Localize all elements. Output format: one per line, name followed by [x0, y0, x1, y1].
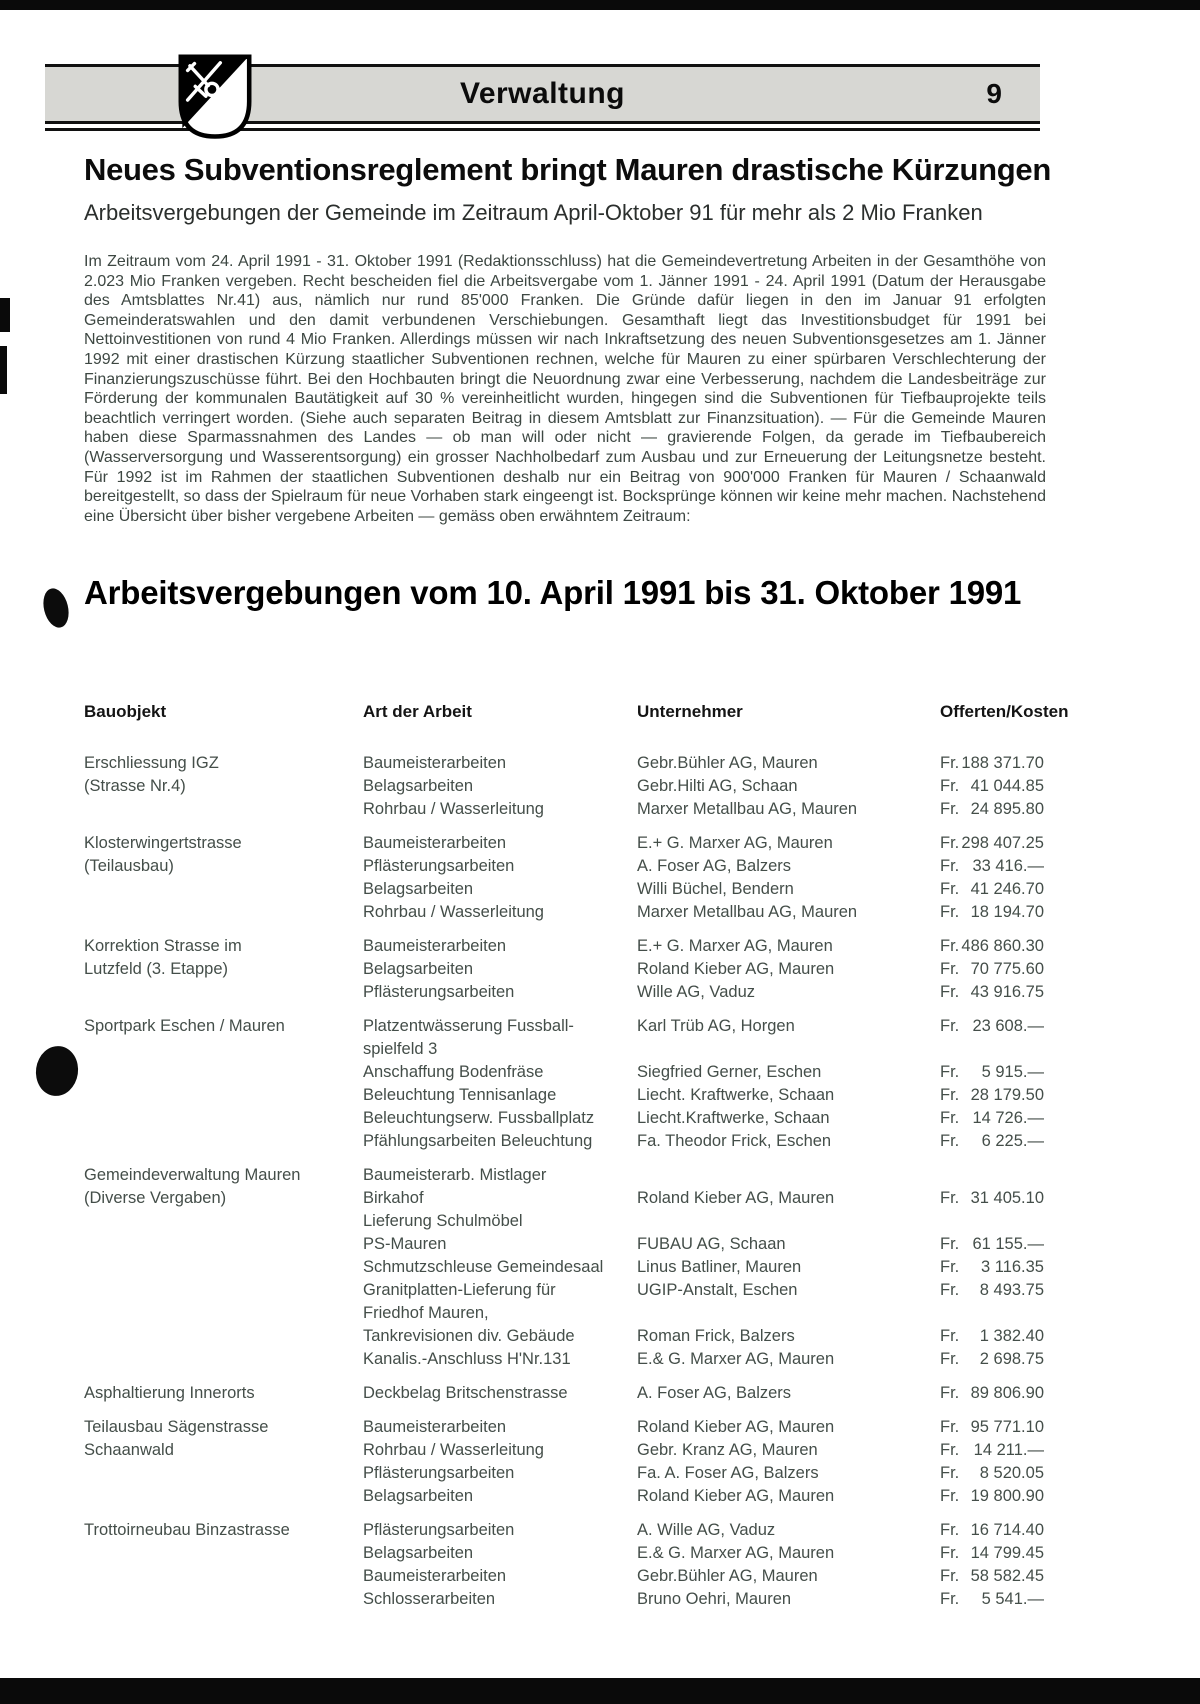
amount-cell	[940, 1061, 1044, 1084]
contractor-cell: Marxer Metallbau AG, Mauren	[637, 800, 858, 819]
table-group	[84, 1382, 1044, 1405]
bauobjekt-line: Korrektion Strasse im	[84, 937, 242, 956]
work-cell: Granitplatten-Lieferung für	[363, 1281, 556, 1300]
table-row	[363, 1462, 1044, 1485]
contractor-cell: Wille AG, Vaduz	[637, 983, 755, 1002]
bauobjekt-cell	[84, 1519, 363, 1611]
currency-label: Fr.	[940, 880, 960, 899]
table-row	[363, 1485, 1044, 1508]
contractor-cell: E.& G. Marxer AG, Mauren	[637, 1350, 835, 1369]
currency-label: Fr.	[940, 1086, 960, 1105]
work-cell: Baumeisterarbeiten	[363, 937, 507, 956]
contractor-cell: Siegfried Gerner, Eschen	[637, 1063, 822, 1082]
contractor-cell: Liecht. Kraftwerke, Schaan	[637, 1086, 835, 1105]
table-row	[363, 1187, 1044, 1210]
amount-value: 188 371.70	[961, 754, 1044, 773]
bauobjekt-cell	[84, 1382, 363, 1405]
column-header-bauobjekt: Bauobjekt	[84, 702, 167, 722]
masthead	[45, 64, 1040, 131]
amount-cell	[940, 1015, 1044, 1038]
contractor-cell: Roland Kieber AG, Mauren	[637, 1418, 835, 1437]
amount-value: 41 246.70	[970, 880, 1044, 899]
table-row	[363, 1084, 1044, 1107]
table-row	[363, 1565, 1044, 1588]
amount-cell	[940, 1439, 1044, 1462]
work-cell: Baumeisterarbeiten	[363, 1418, 507, 1437]
work-cell: Friedhof Mauren,	[363, 1304, 489, 1323]
work-cell: Baumeisterarbeiten	[363, 834, 507, 853]
amount-value: 23 608.—	[972, 1017, 1044, 1036]
bauobjekt-line: (Teilausbau)	[84, 857, 174, 876]
currency-label: Fr.	[940, 1017, 960, 1036]
work-cell: Birkahof	[363, 1189, 424, 1208]
ink-dot	[40, 586, 73, 631]
amount-cell	[940, 1565, 1044, 1588]
bauobjekt-cell	[84, 1164, 363, 1371]
work-cell: Beleuchtung Tennisanlage	[363, 1086, 557, 1105]
contractor-cell: Roland Kieber AG, Mauren	[637, 960, 835, 979]
table-row	[363, 1233, 1044, 1256]
work-cell: Belagsarbeiten	[363, 1487, 474, 1506]
currency-label: Fr.	[940, 1384, 960, 1403]
amount-cell	[940, 1519, 1044, 1542]
amount-value: 58 582.45	[970, 1567, 1044, 1586]
work-cell: Pflästerungsarbeiten	[363, 1464, 515, 1483]
amount-value: 18 194.70	[970, 903, 1044, 922]
contractor-cell: Roman Frick, Balzers	[637, 1327, 795, 1346]
work-cell: Anschaffung Bodenfräse	[363, 1063, 544, 1082]
work-cell: PS-Mauren	[363, 1235, 447, 1254]
currency-label: Fr.	[940, 937, 960, 956]
bauobjekt-line: Trottoirneubau Binzastrasse	[84, 1521, 290, 1540]
work-cell: Lieferung Schulmöbel	[363, 1212, 523, 1231]
amount-value: 5 915.—	[981, 1063, 1044, 1082]
contractor-cell: FUBAU AG, Schaan	[637, 1235, 786, 1254]
table-row	[363, 752, 1044, 775]
column-header-unternehmer: Unternehmer	[637, 702, 743, 722]
amount-value: 486 860.30	[961, 937, 1044, 956]
bauobjekt-line: Gemeindeverwaltung Mauren	[84, 1166, 301, 1185]
amount-value: 5 541.—	[981, 1590, 1044, 1609]
bauobjekt-line: Klosterwingertstrasse	[84, 834, 242, 853]
table-row	[363, 1439, 1044, 1462]
bauobjekt-line: Lutzfeld (3. Etappe)	[84, 960, 229, 979]
work-cell: Platzentwässerung Fussball-	[363, 1017, 574, 1036]
currency-label: Fr.	[940, 1189, 960, 1208]
work-cell: Pflästerungsarbeiten	[363, 857, 515, 876]
table-row	[363, 958, 1044, 981]
currency-label: Fr.	[940, 1235, 960, 1254]
table-group-rows	[363, 935, 1044, 1004]
amount-value: 8 493.75	[979, 1281, 1044, 1300]
table-group-rows	[363, 1015, 1044, 1153]
table-row	[363, 798, 1044, 821]
table-row	[363, 1588, 1044, 1611]
bauobjekt-line: (Strasse Nr.4)	[84, 777, 186, 796]
work-cell: spielfeld 3	[363, 1040, 438, 1059]
amount-value: 95 771.10	[970, 1418, 1044, 1437]
work-cell: Belagsarbeiten	[363, 960, 474, 979]
amount-cell	[940, 1164, 1044, 1187]
amount-cell	[940, 1256, 1044, 1279]
contractor-cell	[637, 1210, 940, 1233]
amount-value: 1 382.40	[979, 1327, 1044, 1346]
table-row	[363, 1348, 1044, 1371]
table-group-rows	[363, 832, 1044, 924]
ink-dot	[33, 1043, 82, 1098]
currency-label: Fr.	[940, 1063, 960, 1082]
currency-label: Fr.	[940, 1487, 960, 1506]
scan-top-bar	[0, 0, 1200, 10]
table-group	[84, 1164, 1044, 1371]
amount-value: 298 407.25	[961, 834, 1044, 853]
amount-cell	[940, 981, 1044, 1004]
amount-cell	[940, 798, 1044, 821]
currency-label: Fr.	[940, 983, 960, 1002]
table-section-heading: Arbeitsvergebungen vom 10. April 1991 bis 31. Oktober 1991	[84, 574, 1022, 612]
amount-cell	[940, 935, 1044, 958]
table-group	[84, 832, 1044, 924]
amount-cell	[940, 1038, 1044, 1061]
amount-cell	[940, 1187, 1044, 1210]
table-row	[363, 855, 1044, 878]
article-body: Im Zeitraum vom 24. April 1991 - 31. Oktober 1991 (Redaktionsschluss) hat die Gemeindevertretung Arbeiten in der Gesamthöhe von 2.023 Mio Franken vergeben. Recht bescheiden fiel die Arbeitsvergabe vom 1. Jänner 1991 - 24. April 1991 (Datum der Herausgabe des Amtsblattes Nr.41) aus, nämlich nur rund 85'000 Franken. Die Gründe dafür liegen in den im Januar 91 erfolgten Gemeinderatswahlen und den damit verbundenen Verschiebungen. Gesamthaft liegt das Investitionsbudget für 1991 bei Nettoinvestitionen von rund 4 Mio Franken. Allerdings müssen wir nach Inkraftsetzung des neuen Subventionsgesetzes am 1. Jänner 1992 mit einer drastischen Kürzung staatlicher Subventionen rechnen, welche für Mauren zu einer spürbaren Verschlechterung der Finanzierungszuschüsse führt. Bei den Hochbauten bringt die Neuordnung zwar eine Verbesserung, nachdem die Landesbeiträge zur Förderung der kommunalen Bautätigkeit auf 30 % vereinheitlicht wurden, hingegen sind die Subventionen für Tiefbauprojekte teils beachtlich verringert worden. (Siehe auch separaten Beitrag in diesem Amtsblatt zur Finanzsituation). — Für die Gemeinde Mauren haben diese Sparmassnahmen des Landes — ob man will oder nicht — gravierende Folgen, da gerade im Tiefbaubereich (Wasserversorgung und Wasserentsorgung) ein grosser Nachholbedarf zum Ausbau und zur Erneuerung der Leitungsnetze besteht. Für 1992 ist im Rahmen der staatlichen Subventionen deshalb nur ein Beitrag von 900'000 Franken für Mauren / Schaanwald bereitgestellt, so dass der Spielraum für neue Vorhaben stark eingeengt ist. Bocksprünge können wir keine mehr machen. Nachstehend eine Übersicht über bisher vergebene Arbeiten — gemäss oben erwähntem Zeitraum:	[84, 253, 1046, 525]
contractor-cell	[637, 1302, 940, 1325]
currency-label: Fr.	[940, 1350, 960, 1369]
amount-value: 70 775.60	[970, 960, 1044, 979]
table-row	[363, 1015, 1044, 1038]
contractor-cell: Fa. Theodor Frick, Eschen	[637, 1132, 832, 1151]
table-row	[363, 1130, 1044, 1153]
currency-label: Fr.	[940, 834, 960, 853]
amount-value: 24 895.80	[970, 800, 1044, 819]
contractor-cell: Gebr. Kranz AG, Mauren	[637, 1441, 818, 1460]
currency-label: Fr.	[940, 903, 960, 922]
bauobjekt-line: Sportpark Eschen / Mauren	[84, 1017, 285, 1036]
work-cell: Deckbelag Britschenstrasse	[363, 1384, 568, 1403]
amount-cell	[940, 901, 1044, 924]
table-row	[363, 981, 1044, 1004]
table-row	[363, 1382, 1044, 1405]
table-group-rows	[363, 1519, 1044, 1611]
bauobjekt-line: Erschliessung IGZ	[84, 754, 219, 773]
amount-value: 6 225.—	[981, 1132, 1044, 1151]
currency-label: Fr.	[940, 1327, 960, 1346]
table-row	[363, 1302, 1044, 1325]
work-cell: Pfählungsarbeiten Beleuchtung	[363, 1132, 593, 1151]
amount-value: 61 155.—	[972, 1235, 1044, 1254]
contractor-cell: Fa. A. Foser AG, Balzers	[637, 1464, 819, 1483]
currency-label: Fr.	[940, 1544, 960, 1563]
work-cell: Rohrbau / Wasserleitung	[363, 800, 544, 819]
bauobjekt-cell	[84, 1015, 363, 1153]
work-cell: Baumeisterarbeiten	[363, 754, 507, 773]
currency-label: Fr.	[940, 1521, 960, 1540]
currency-label: Fr.	[940, 1567, 960, 1586]
bauobjekt-line: (Diverse Vergaben)	[84, 1189, 227, 1208]
currency-label: Fr.	[940, 1258, 960, 1277]
bauobjekt-line: Schaanwald	[84, 1441, 174, 1460]
currency-label: Fr.	[940, 1418, 960, 1437]
amount-cell	[940, 1302, 1044, 1325]
scan-bottom-bar	[0, 1678, 1200, 1704]
column-header-art-der-arbeit: Art der Arbeit	[363, 702, 472, 722]
table-row	[363, 878, 1044, 901]
table-row	[363, 832, 1044, 855]
bauobjekt-cell	[84, 752, 363, 821]
table-row	[363, 775, 1044, 798]
amount-cell	[940, 855, 1044, 878]
contractor-cell	[637, 1038, 940, 1061]
municipal-crest-icon	[177, 52, 253, 142]
amount-cell	[940, 1462, 1044, 1485]
currency-label: Fr.	[940, 754, 960, 773]
page-number: 9	[986, 78, 1002, 109]
table-row	[363, 1279, 1044, 1302]
amount-value: 31 405.10	[970, 1189, 1044, 1208]
contractor-cell: Roland Kieber AG, Mauren	[637, 1189, 835, 1208]
table-group	[84, 752, 1044, 821]
work-cell: Beleuchtungserw. Fussballplatz	[363, 1109, 595, 1128]
work-cell: Belagsarbeiten	[363, 1544, 474, 1563]
contractor-cell: Gebr.Bühler AG, Mauren	[637, 1567, 818, 1586]
table-row	[363, 901, 1044, 924]
currency-label: Fr.	[940, 1281, 960, 1300]
table-group	[84, 1015, 1044, 1153]
amount-cell	[940, 1279, 1044, 1302]
table-row	[363, 1416, 1044, 1439]
bauobjekt-cell	[84, 1416, 363, 1508]
amount-cell	[940, 1210, 1044, 1233]
contractor-cell: Roland Kieber AG, Mauren	[637, 1487, 835, 1506]
amount-cell	[940, 1416, 1044, 1439]
amount-value: 41 044.85	[970, 777, 1044, 796]
currency-label: Fr.	[940, 960, 960, 979]
contractor-cell: UGIP-Anstalt, Eschen	[637, 1281, 798, 1300]
contractor-cell: E.+ G. Marxer AG, Mauren	[637, 937, 833, 956]
amount-value: 14 799.45	[970, 1544, 1044, 1563]
article-subheadline: Arbeitsvergebungen der Gemeinde im Zeitraum April-Oktober 91 für mehr als 2 Mio Franken	[84, 200, 983, 225]
work-cell: Baumeisterarbeiten	[363, 1567, 507, 1586]
work-cell: Rohrbau / Wasserleitung	[363, 903, 544, 922]
contractor-cell	[637, 1164, 940, 1187]
amount-cell	[940, 1542, 1044, 1565]
contractor-cell: A. Foser AG, Balzers	[637, 1384, 792, 1403]
table-row	[363, 1210, 1044, 1233]
work-cell: Kanalis.-Anschluss H'Nr.131	[363, 1350, 571, 1369]
amount-cell	[940, 1233, 1044, 1256]
amount-value: 43 916.75	[970, 983, 1044, 1002]
table-group	[84, 935, 1044, 1004]
contractor-cell: Karl Trüb AG, Horgen	[637, 1017, 795, 1036]
work-cell: Pflästerungsarbeiten	[363, 983, 515, 1002]
table-row	[363, 1107, 1044, 1130]
bauobjekt-line: Teilausbau Sägenstrasse	[84, 1418, 269, 1437]
bauobjekt-cell	[84, 832, 363, 924]
amount-cell	[940, 1348, 1044, 1371]
table-row	[363, 1325, 1044, 1348]
work-cell: Belagsarbeiten	[363, 777, 474, 796]
bauobjekt-cell	[84, 935, 363, 1004]
table-row	[363, 935, 1044, 958]
table-row	[363, 1542, 1044, 1565]
amount-value: 8 520.05	[979, 1464, 1044, 1483]
contractor-cell: A. Wille AG, Vaduz	[637, 1521, 776, 1540]
currency-label: Fr.	[940, 800, 960, 819]
table-groups	[84, 752, 1044, 1611]
work-cell: Belagsarbeiten	[363, 880, 474, 899]
amount-cell	[940, 878, 1044, 901]
table-group-rows	[363, 1382, 1044, 1405]
contractor-cell: A. Foser AG, Balzers	[637, 857, 792, 876]
currency-label: Fr.	[940, 1109, 960, 1128]
amount-value: 14 726.—	[972, 1109, 1044, 1128]
amount-value: 33 416.—	[972, 857, 1044, 876]
table-group-rows	[363, 752, 1044, 821]
currency-label: Fr.	[940, 777, 960, 796]
amount-cell	[940, 1325, 1044, 1348]
amount-value: 2 698.75	[979, 1350, 1044, 1369]
work-cell: Baumeisterarb. Mistlager	[363, 1166, 547, 1185]
currency-label: Fr.	[940, 1441, 960, 1460]
work-cell: Tankrevisionen div. Gebäude	[363, 1327, 575, 1346]
currency-label: Fr.	[940, 1132, 960, 1151]
work-cell: Schlosserarbeiten	[363, 1590, 496, 1609]
table-group	[84, 1416, 1044, 1508]
table-row	[363, 1061, 1044, 1084]
amount-value: 19 800.90	[970, 1487, 1044, 1506]
contractor-cell: Gebr.Hilti AG, Schaan	[637, 777, 798, 796]
amount-value: 3 116.35	[980, 1258, 1044, 1277]
table-group-rows	[363, 1416, 1044, 1508]
scan-edge-mark	[0, 346, 7, 394]
amount-cell	[940, 1130, 1044, 1153]
amount-cell	[940, 752, 1044, 775]
contractor-cell: Gebr.Bühler AG, Mauren	[637, 754, 818, 773]
amount-cell	[940, 1107, 1044, 1130]
currency-label: Fr.	[940, 1464, 960, 1483]
contractor-cell: Linus Batliner, Mauren	[637, 1258, 802, 1277]
contractor-cell: E.& G. Marxer AG, Mauren	[637, 1544, 835, 1563]
amount-cell	[940, 958, 1044, 981]
table-row	[363, 1519, 1044, 1542]
amount-value: 89 806.90	[970, 1384, 1044, 1403]
table-group-rows	[363, 1164, 1044, 1371]
contractor-cell: Liecht.Kraftwerke, Schaan	[637, 1109, 830, 1128]
amount-value: 28 179.50	[970, 1086, 1044, 1105]
column-header-offerten-kosten: Offerten/Kosten	[940, 702, 1069, 722]
work-cell: Pflästerungsarbeiten	[363, 1521, 515, 1540]
currency-label: Fr.	[940, 857, 960, 876]
table-row	[363, 1164, 1044, 1187]
scan-edge-mark	[0, 298, 10, 332]
table-row	[363, 1256, 1044, 1279]
contractor-cell: Bruno Oehri, Mauren	[637, 1590, 792, 1609]
amount-cell	[940, 1084, 1044, 1107]
amount-value: 14 211.—	[973, 1441, 1044, 1460]
table-group	[84, 1519, 1044, 1611]
bauobjekt-line: Asphaltierung Innerorts	[84, 1384, 255, 1403]
amount-cell	[940, 775, 1044, 798]
amount-cell	[940, 1382, 1044, 1405]
amount-cell	[940, 1588, 1044, 1611]
section-title: Verwaltung	[459, 77, 626, 110]
amount-cell	[940, 832, 1044, 855]
currency-label: Fr.	[940, 1590, 960, 1609]
work-cell: Rohrbau / Wasserleitung	[363, 1441, 544, 1460]
contractor-cell: E.+ G. Marxer AG, Mauren	[637, 834, 833, 853]
contractor-cell: Willi Büchel, Bendern	[637, 880, 794, 899]
amount-cell	[940, 1485, 1044, 1508]
contractor-cell: Marxer Metallbau AG, Mauren	[637, 903, 858, 922]
table-row	[363, 1038, 1044, 1061]
amount-value: 16 714.40	[970, 1521, 1044, 1540]
work-cell: Schmutzschleuse Gemeindesaal	[363, 1258, 604, 1277]
table-header-row	[84, 702, 1069, 722]
article-headline: Neues Subventionsreglement bringt Mauren drastische Kürzungen	[84, 152, 1051, 187]
